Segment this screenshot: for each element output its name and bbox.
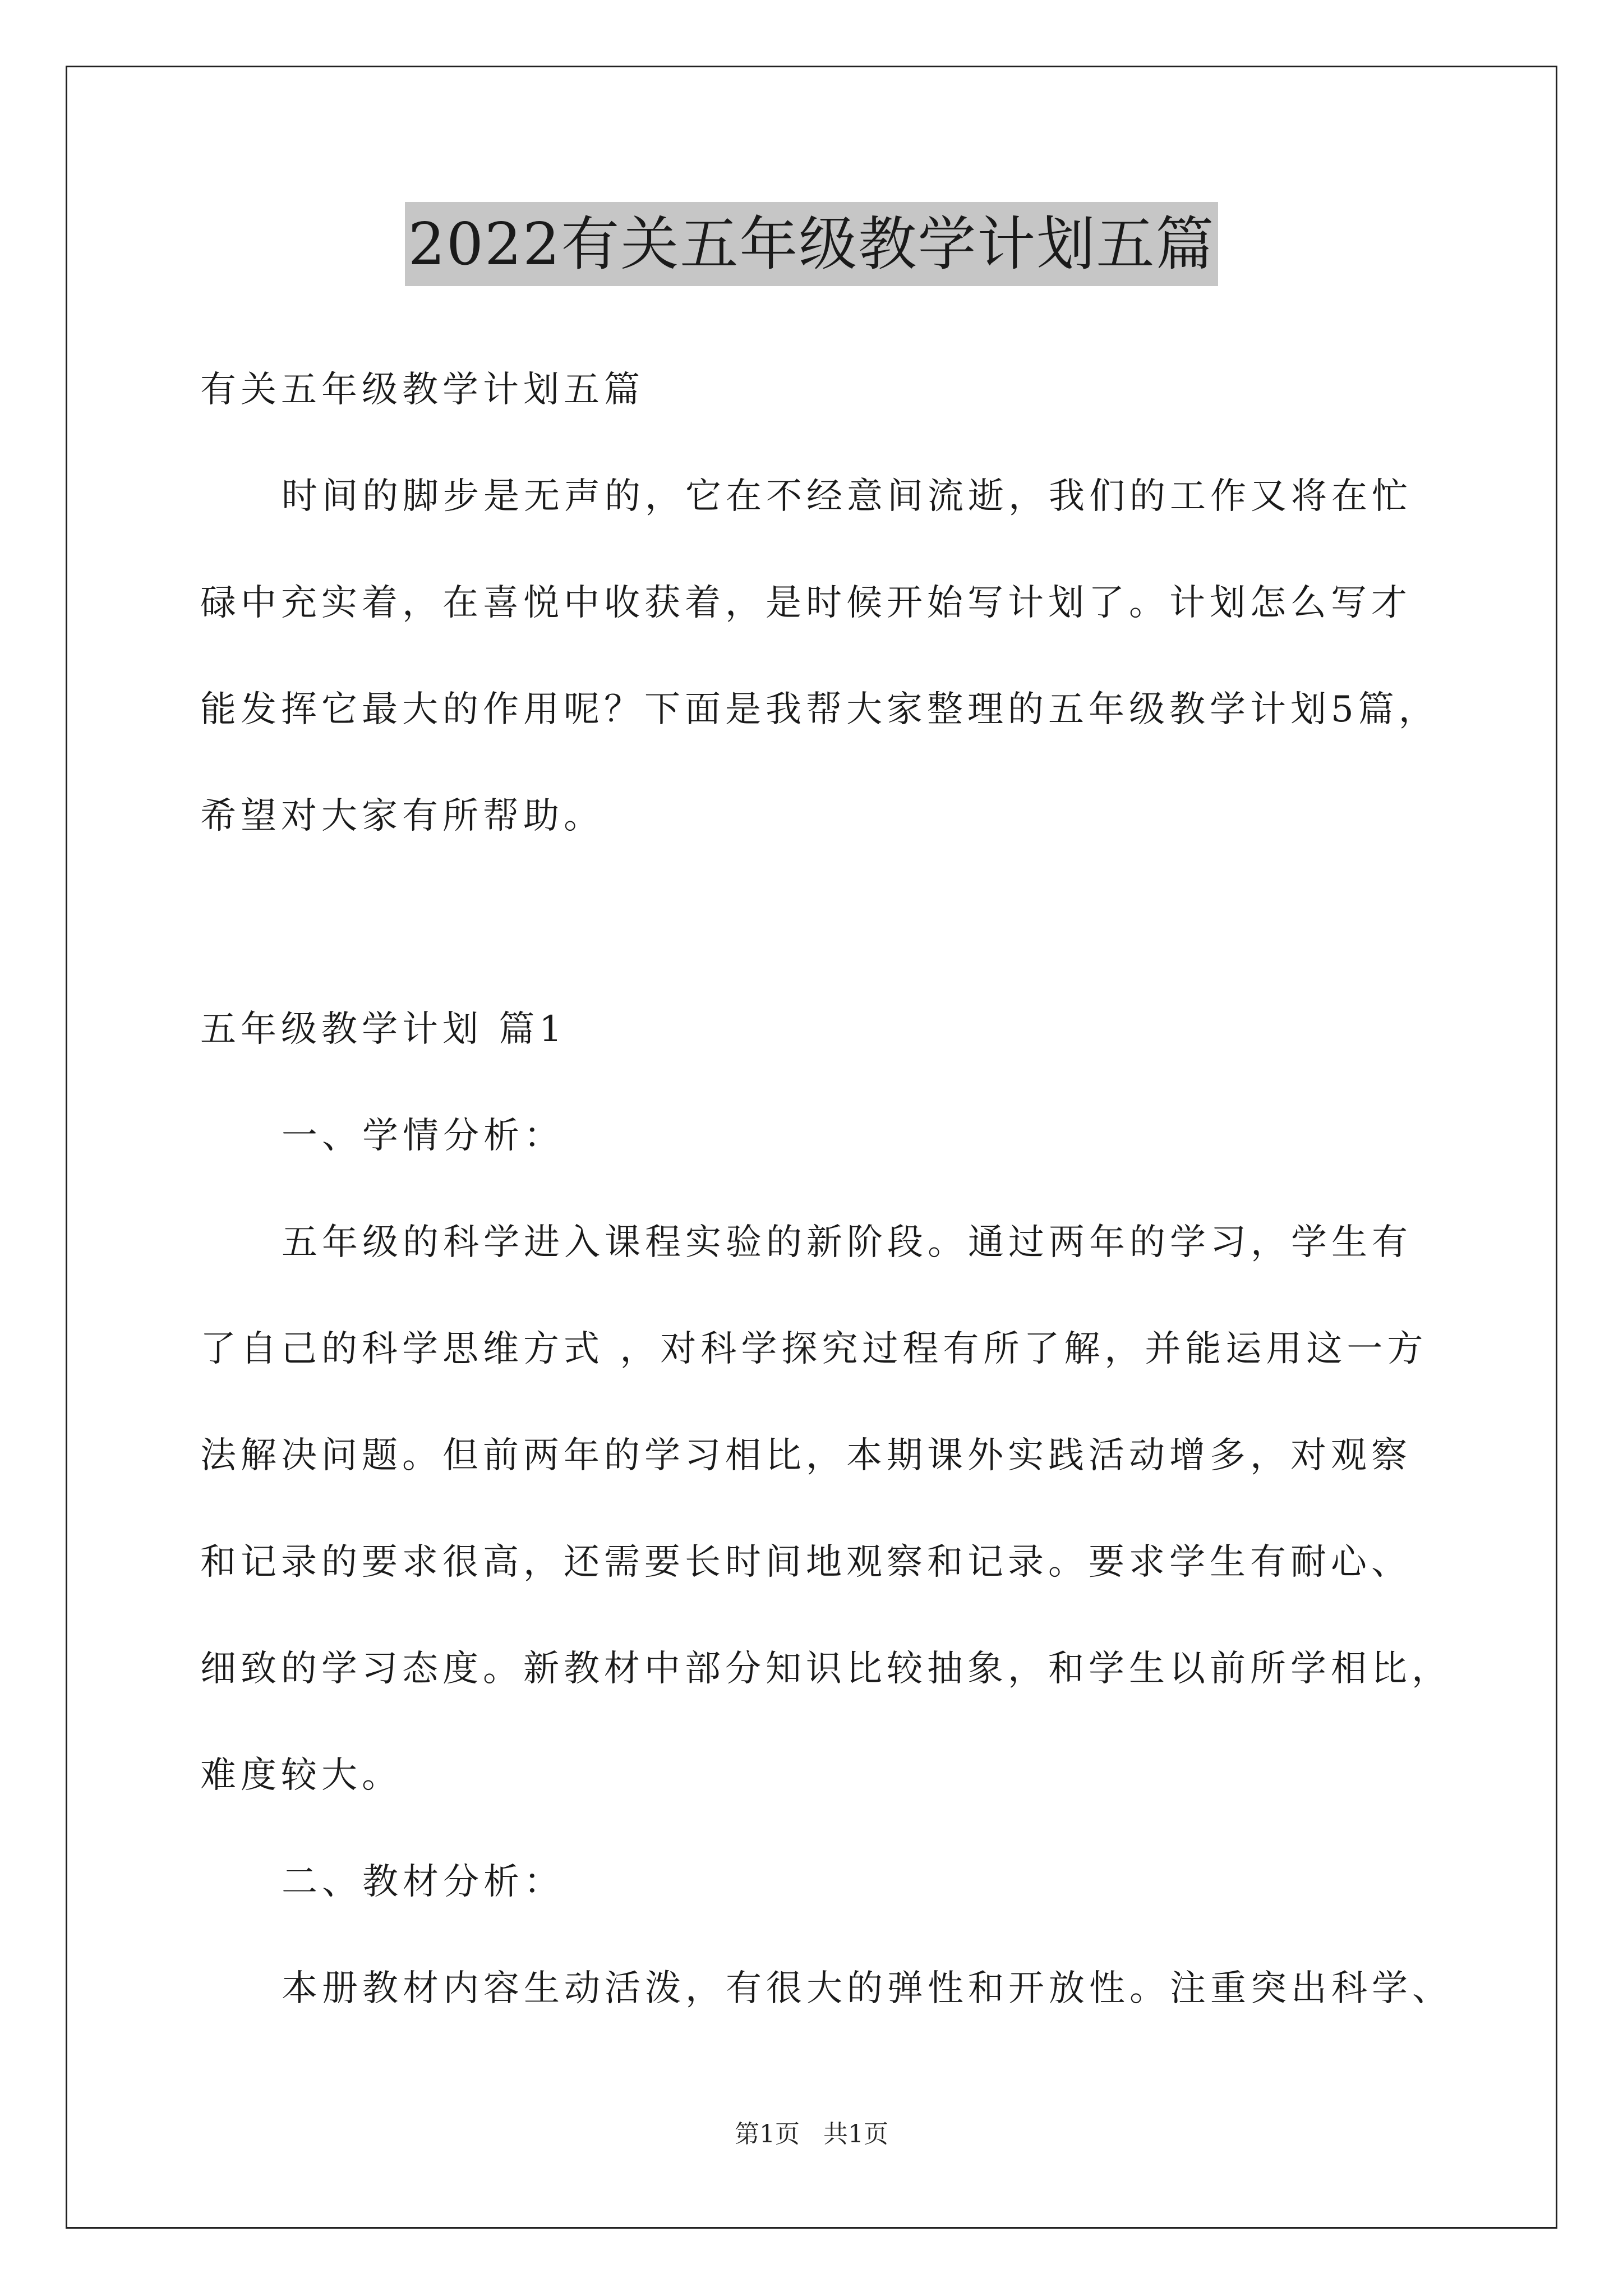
document-body <box>200 337 1451 2042</box>
subheading-learning-analysis: 一、学情分析： <box>282 1115 564 1157</box>
analysis-line-2: 了自己的科学思维方式 ，对科学探究过程有所了解，并能运用这一方 <box>200 1328 1428 1370</box>
analysis-line-3: 法解决问题。但前两年的学习相比，本期课外实践活动增多，对观察 <box>200 1435 1412 1476</box>
document-title: 2022有关五年级教学计划五篇 <box>405 202 1219 286</box>
section-heading: 五年级教学计划 篇1 <box>200 1009 567 1050</box>
analysis-line-4: 和记录的要求很高，还需要长时间地观察和记录。要求学生有耐心、 <box>200 1542 1412 1583</box>
intro-line-4: 希望对大家有所帮助。 <box>200 795 604 837</box>
intro-line-3: 能发挥它最大的作用呢？下面是我帮大家整理的五年级教学计划5篇， <box>200 689 1439 730</box>
section-gap <box>200 869 1451 976</box>
subtitle-line: 有关五年级教学计划五篇 <box>200 369 644 411</box>
page-number-footer: 第1页 共1页 <box>735 2120 888 2148</box>
subheading-textbook-analysis: 二、教材分析： <box>282 1861 564 1903</box>
intro-line-1: 时间的脚步是无声的，它在不经意间流逝，我们的工作又将在忙 <box>282 476 1412 517</box>
analysis-line-6: 难度较大。 <box>200 1755 402 1796</box>
analysis-line-5: 细致的学习态度。新教材中部分知识比较抽象，和学生以前所学相比， <box>200 1648 1452 1690</box>
title-container <box>0 202 1623 286</box>
intro-line-2: 碌中充实着，在喜悦中收获着，是时候开始写计划了。计划怎么写才 <box>200 582 1412 624</box>
analysis-line-1: 五年级的科学进入课程实验的新阶段。通过两年的学习，学生有 <box>282 1222 1412 1263</box>
textbook-line-1: 本册教材内容生动活泼，有很大的弹性和开放性。注重突出科学、 <box>282 1968 1453 2009</box>
